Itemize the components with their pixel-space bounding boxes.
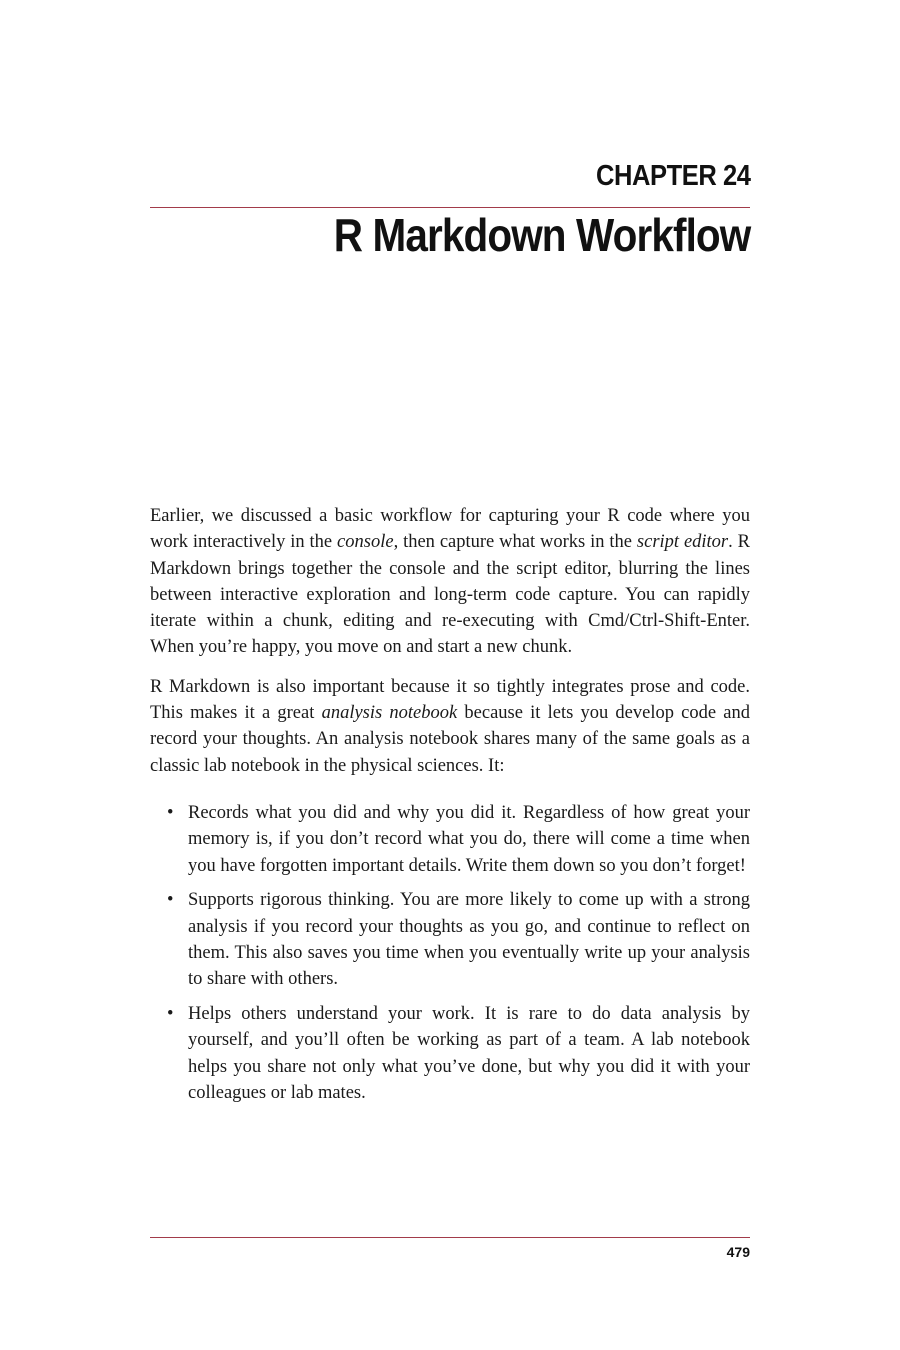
chapter-title: R Markdown Workflow xyxy=(333,209,750,261)
list-item xyxy=(150,887,750,992)
text-segment: because it lets you develop code and record your thoughts. An analysis notebook shares many of the same goals as a classic lab notebook in the physical sciences. It: xyxy=(150,703,750,776)
bullet-icon: • xyxy=(167,802,174,823)
chapter-body xyxy=(150,503,750,1115)
list-item xyxy=(150,800,750,879)
list-item xyxy=(150,1001,750,1106)
paragraph-intro xyxy=(150,503,750,661)
text-segment: . R Markdown brings together the console and the script editor, blurring the lines between interactive exploration and long-term code capture. You can rapidly iterate within a chunk, editing and re-executing with Cmd/Ctrl-Shift-Enter. When you’re happy, you move on and start a new chunk. xyxy=(150,532,750,658)
text-segment: R Markdown is also important because it so tightly integrates prose and code. This makes it a great xyxy=(150,676,750,724)
term-script-editor: script editor xyxy=(636,532,729,553)
bullet-list xyxy=(150,800,750,1106)
text-segment: , then capture what works in the xyxy=(393,532,637,553)
chapter-label: CHAPTER 24 xyxy=(595,160,750,192)
list-item-text: Helps others understand your work. It is rare to do data analysis by yourself, and you’ll often be working as part of a team. A lab notebook helps you share not only what you’ve done, but why you did it with your colleagues or lab mates. xyxy=(188,1004,750,1103)
term-console: console xyxy=(337,532,394,553)
list-item-text: Supports rigorous thinking. You are more likely to come up with a strong analysis if you record your thoughts as you go, and continue to reflect on them. This also saves you time when you eventually write up your analysis to share with others. xyxy=(188,890,750,990)
term-analysis-notebook: analysis notebook xyxy=(321,703,458,724)
bullet-icon: • xyxy=(167,890,174,911)
paragraph-notebook xyxy=(150,674,750,779)
bullet-icon: • xyxy=(167,1004,174,1025)
list-item-text: Records what you did and why you did it. Regardless of how great your memory is, if you don’t record what you do, there will come a time when you have forgotten important details. Write them down so you don’t forget! xyxy=(188,802,750,876)
page-number: 479 xyxy=(726,1244,750,1260)
footer-rule xyxy=(150,1237,750,1238)
text-segment: Earlier, we discussed a basic workflow for capturing your R code where you work interactively in the xyxy=(150,506,750,553)
